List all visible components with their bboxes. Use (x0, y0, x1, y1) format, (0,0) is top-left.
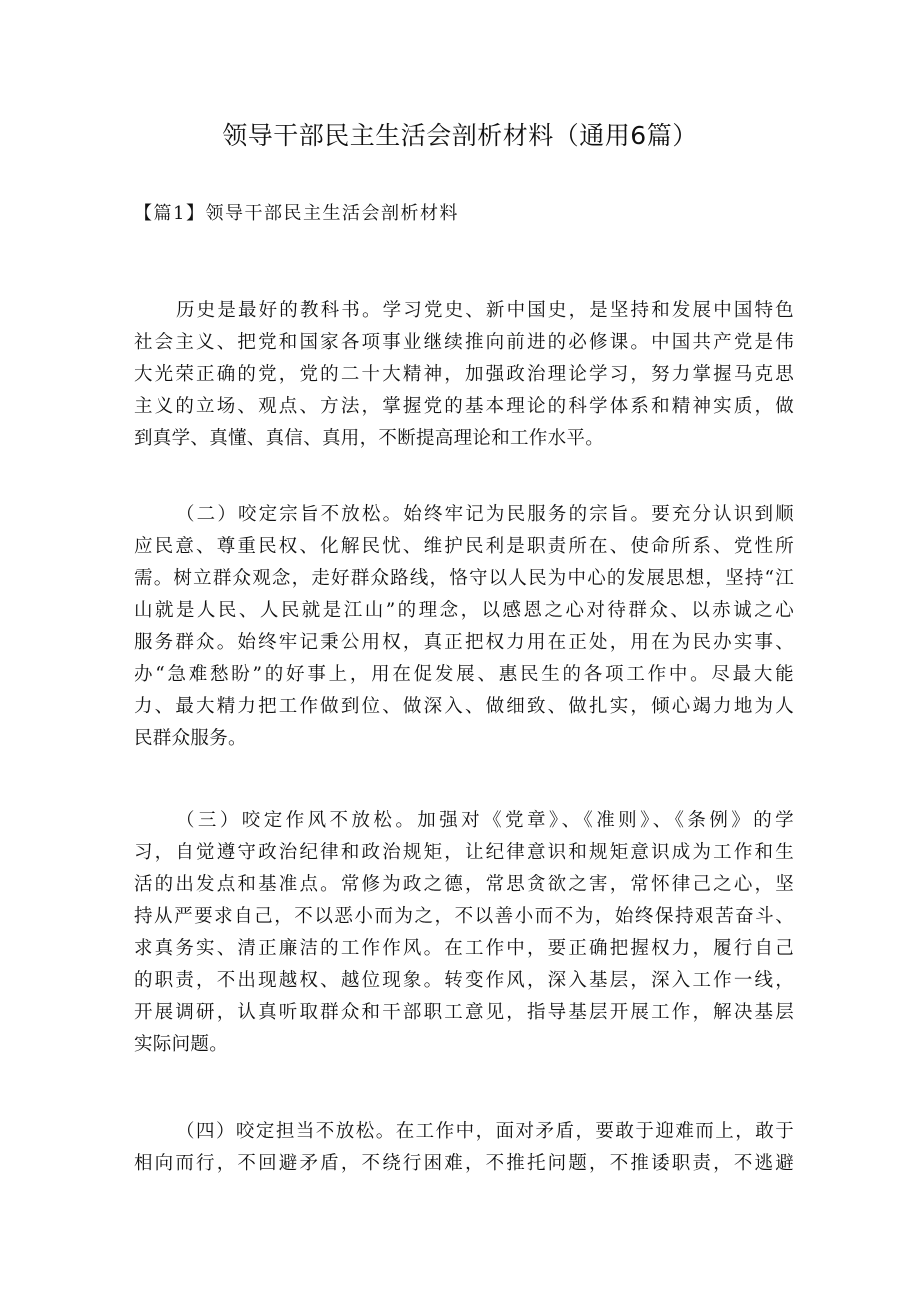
paragraph-line: 开展调研，认真听取群众和干部职工意见，指导基层开展工作，解决基层 (134, 1002, 794, 1023)
paragraph-line: （二）咬定宗旨不放松。始终牢记为民服务的宗旨。要充分认识到顺 (176, 504, 794, 525)
paragraph-line: 需。树立群众观念，走好群众路线，恪守以人民为中心的发展思想，坚持“江 (134, 568, 794, 589)
paragraph-line: 主义的立场、观点、方法，掌握党的基本理论的科学体系和精神实质，做 (134, 396, 794, 417)
paragraph-line: 活的出发点和基准点。常修为政之德，常思贪欲之害，常怀律己之心，坚 (134, 874, 794, 895)
paragraph-line: 到真学、真懂、真信、真用，不断提高理论和工作水平。 (134, 428, 605, 449)
paragraph-line: 的职责，不出现越权、越位现象。转变作风，深入基层，深入工作一线， (134, 970, 794, 991)
paragraph-line: 求真务实、清正廉洁的工作作风。在工作中，要正确把握权力，履行自己 (134, 938, 794, 959)
paragraph-line: 办“急难愁盼”的好事上，用在促发展、惠民生的各项工作中。尽最大能 (134, 664, 794, 685)
paragraph-line: 相向而行，不回避矛盾，不绕行困难，不推托问题，不推诿职责，不逃避 (134, 1153, 794, 1174)
paragraph-line: （三）咬定作风不放松。加强对《党章》、《准则》、《条例》的学 (176, 810, 794, 831)
paragraph-1 (134, 295, 794, 455)
paragraph-line: 大光荣正确的党，党的二十大精神，加强政治理论学习，努力掌握马克思 (134, 364, 794, 385)
paragraph-line: 山就是人民、人民就是江山”的理念，以感恩之心对待群众、以赤诚之心 (134, 600, 794, 621)
paragraph-line: 历史是最好的教科书。学习党史、新中国史，是坚持和发展中国特色 (176, 300, 794, 321)
paragraph-2 (134, 499, 794, 755)
paragraph-3 (134, 805, 794, 1061)
paragraph-4 (134, 1116, 794, 1180)
paragraph-line: 社会主义、把党和国家各项事业继续推向前进的必修课。中国共产党是伟 (134, 332, 794, 353)
paragraph-line: 民群众服务。 (134, 728, 247, 749)
paragraph-line: （四）咬定担当不放松。在工作中，面对矛盾，要敢于迎难而上，敢于 (176, 1121, 794, 1142)
paragraph-line: 持从严要求自己，不以恶小而为之，不以善小而不为，始终保持艰苦奋斗、 (134, 906, 794, 927)
document-title: 领导干部民主生活会剖析材料（通用6篇） (222, 121, 698, 150)
paragraph-line: 应民意、尊重民权、化解民忧、维护民利是职责所在、使命所系、党性所 (134, 536, 794, 557)
paragraph-line: 实际问题。 (134, 1034, 229, 1055)
paragraph-line: 习，自觉遵守政治纪律和政治规矩，让纪律意识和规矩意识成为工作和生 (134, 842, 794, 863)
section-heading: 【篇1】领导干部民主生活会剖析材料 (134, 203, 459, 224)
paragraph-line: 服务群众。始终牢记秉公用权，真正把权力用在正处，用在为民办实事、 (134, 632, 794, 653)
paragraph-line: 力、最大精力把工作做到位、做深入、做细致、做扎实，倾心竭力地为人 (134, 696, 794, 717)
